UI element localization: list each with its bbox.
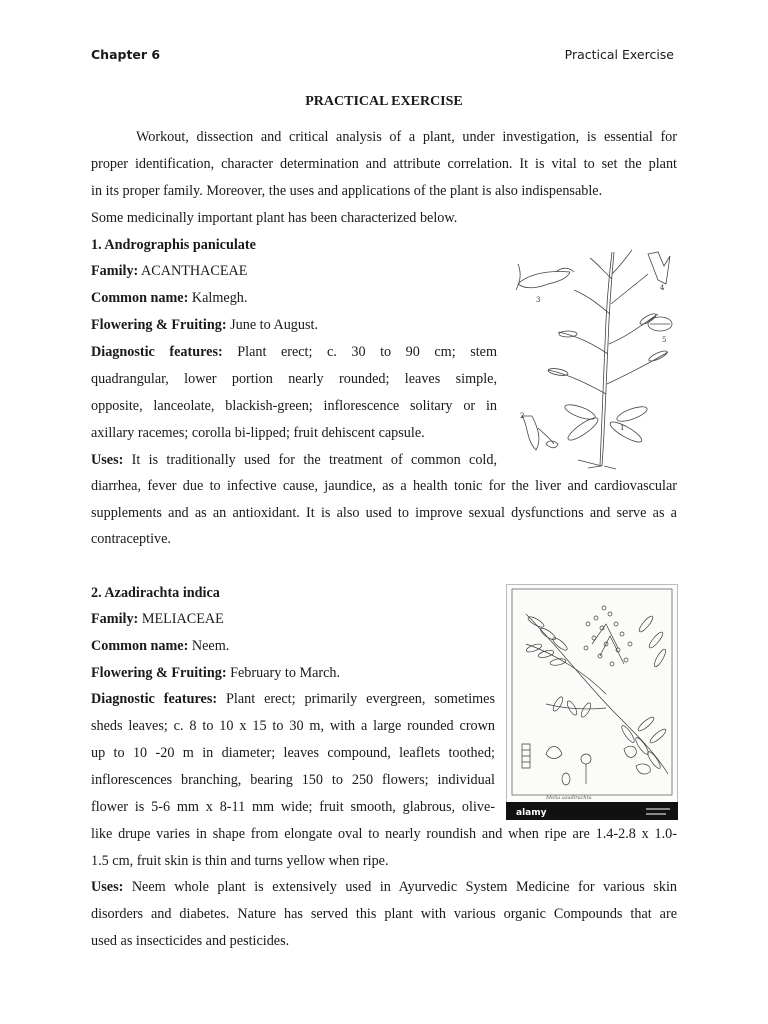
- chapter-header: Chapter 6: [91, 47, 161, 62]
- plant2-heading: 2. Azadirachta indica: [91, 585, 220, 601]
- page-title: PRACTICAL EXERCISE: [305, 94, 463, 109]
- plant2-diag-2: sheds leaves; c. 8 to 10 x 15 to 30 m, with a large rounded crown: [91, 718, 495, 734]
- alamy-watermark: alamy: [516, 808, 547, 818]
- plant1-diag-4: axillary racemes; corolla bi-lipped; fruit dehiscent capsule.: [91, 425, 425, 441]
- fig1-label-1: 1: [620, 424, 625, 432]
- plant2-common-name: Common name: Neem.: [91, 638, 230, 654]
- plant1-flowering: Flowering & Fruiting: June to August.: [91, 317, 318, 333]
- plant2-uses-2: disorders and diabetes. Nature has served this plant with various organic Compounds that are: [91, 906, 677, 922]
- plant2-diag-3: up to 10 -20 m in diameter; leaves compound, leaflets toothed;: [91, 745, 495, 761]
- intro-line-2: proper identification, character determination and attribute correlation. It is vital to set the plant: [91, 156, 677, 172]
- plant1-diag-2: quadrangular, lower portion nearly rounded; leaves simple,: [91, 371, 497, 387]
- intro-line-4: Some medicinally important plant has been characterized below.: [91, 210, 458, 226]
- intro-line-1: Workout, dissection and critical analysis of a plant, under investigation, is essential for: [136, 129, 677, 145]
- plant1-uses-2: diarrhea, fever due to infective cause, jaundice, as a health tonic for the liver and cardiovascular: [91, 478, 677, 494]
- plant1-heading: 1. Andrographis paniculate: [91, 237, 256, 253]
- plant1-uses-3: supplements and as an antioxidant. It is also used to improve sexual dysfunctions and serve as a: [91, 505, 677, 521]
- plant2-diag-7: 1.5 cm, fruit skin is thin and turns yellow when ripe.: [91, 853, 389, 869]
- plant1-diag-1: Diagnostic features: Plant erect; c. 30 to 90 cm; stem: [91, 344, 497, 360]
- plant2-uses-3: used as insecticides and pesticides.: [91, 933, 290, 949]
- plant2-diag-1: Diagnostic features: Plant erect; primarily evergreen, sometimes: [91, 691, 495, 707]
- plant2-family: Family: MELIACEAE: [91, 611, 224, 627]
- plant1-family: Family: ACANTHACEAE: [91, 263, 248, 279]
- plant1-common-name: Common name: Kalmegh.: [91, 290, 248, 306]
- plant2-flowering: Flowering & Fruiting: February to March.: [91, 665, 341, 681]
- fig1-label-3: 3: [536, 296, 541, 304]
- plant1-diag-3: opposite, lanceolate, blackish-green; inflorescence solitary or in: [91, 398, 497, 414]
- fig1-label-2: 2: [520, 412, 525, 420]
- andrographis-illustration: [508, 244, 680, 470]
- plant2-uses-1: Uses: Neem whole plant is extensively used in Ayurvedic System Medicine for various skin: [91, 879, 677, 895]
- plant1-uses-4: contraceptive.: [91, 531, 171, 547]
- section-header: Practical Exercise: [564, 47, 674, 62]
- intro-line-3: in its proper family. Moreover, the uses and applications of the plant is also indispensable.: [91, 183, 603, 199]
- plant2-diag-4: inflorescences branching, bearing 150 to 250 flowers; individual: [91, 772, 495, 788]
- plant1-uses-1: Uses: It is traditionally used for the treatment of common cold,: [91, 452, 497, 468]
- azadirachta-illustration: [506, 584, 678, 820]
- plant2-diag-5: flower is 5-6 mm x 8-11 mm wide; fruit smooth, glabrous, olive-: [91, 799, 495, 815]
- svg-text:Melia azadirachta: Melia azadirachta: [546, 795, 592, 801]
- fig1-label-4: 4: [660, 284, 665, 292]
- plant2-diag-6: like drupe varies in shape from elongate oval to nearly roundish and when ripe are 1.4-2.8 x 1.0-: [91, 826, 677, 842]
- fig1-label-5: 5: [662, 336, 667, 344]
